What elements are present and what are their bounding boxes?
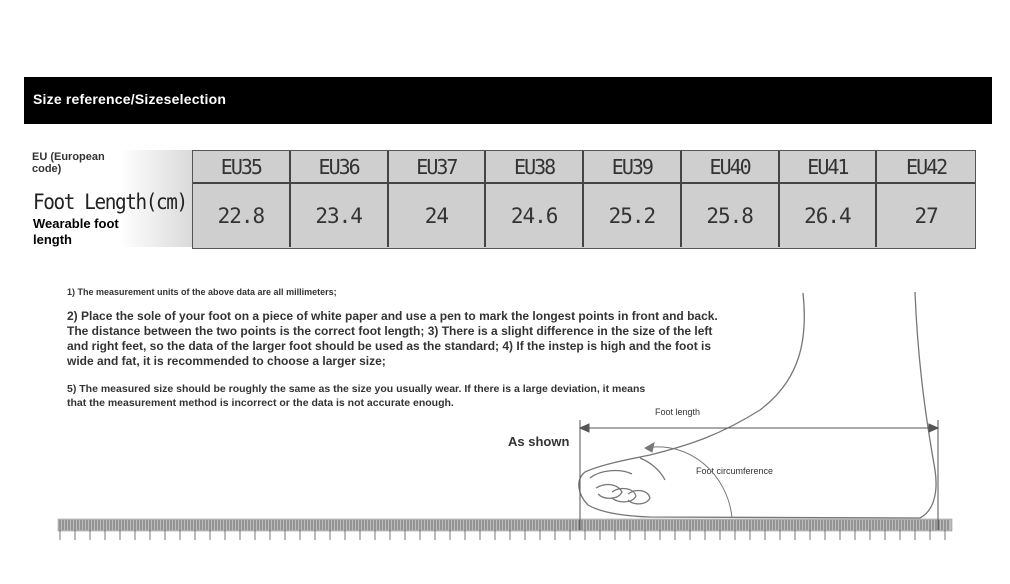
foot-length-value: 24 (389, 184, 487, 247)
foot-length-value: 22.8 (193, 184, 291, 247)
ruler-scale (58, 519, 952, 540)
foot-length-value: 27 (914, 203, 938, 228)
note-measurement: 2) Place the sole of your foot on a piece of white paper and use a pen to mark the longest points in front and back. The distance between the two points is the correct foot length; 3) There is a slight difference in the size of the left and right feet, so the data of the larger foot should be used as the standard; 4) If the instep is high and the foot is wide and fat, it is recommended to choose a larger size; (67, 309, 718, 368)
foot-length-value: 25.2 (584, 184, 682, 247)
foot-length-arrow (580, 420, 938, 530)
size-eu39: EU39 (584, 151, 682, 184)
size-eu41: EU41 (780, 151, 878, 184)
size-eu37: EU37 (389, 151, 487, 184)
foot-length-value: 24.6 (486, 184, 584, 247)
foot-length-label: Foot length (655, 407, 701, 417)
size-eu42: EU42 (877, 151, 975, 184)
size-eu40: EU40 (682, 151, 780, 184)
eu-row-label: EU (European code) (32, 151, 105, 175)
foot-circumference-label: Foot circumference (696, 466, 774, 476)
foot-circumference-arc (645, 443, 732, 518)
foot-length-row-label: Foot Length(cm) (33, 190, 187, 214)
foot-length-value: 26.4 (780, 184, 878, 247)
foot-length-value: 25.8 (682, 184, 780, 247)
note-units: 1) The measurement units of the above data are all millimeters; (67, 287, 337, 297)
foot-outline (579, 292, 936, 518)
header-title: Size reference/Sizeselection (33, 91, 227, 107)
size-eu36: EU36 (291, 151, 389, 184)
note-deviation: 5) The measured size should be roughly the same as the size you usually wear. If there is a large deviation, it means that the measurement method is incorrect or the data is not accurate enough. (67, 383, 646, 409)
size-eu38: EU38 (486, 151, 584, 184)
as-shown-label: As shown (508, 434, 570, 449)
wearable-row-label: Wearable foot length (33, 216, 119, 247)
foot-length-value: 23.4 (291, 184, 389, 247)
size-eu35: EU35 (193, 151, 291, 184)
